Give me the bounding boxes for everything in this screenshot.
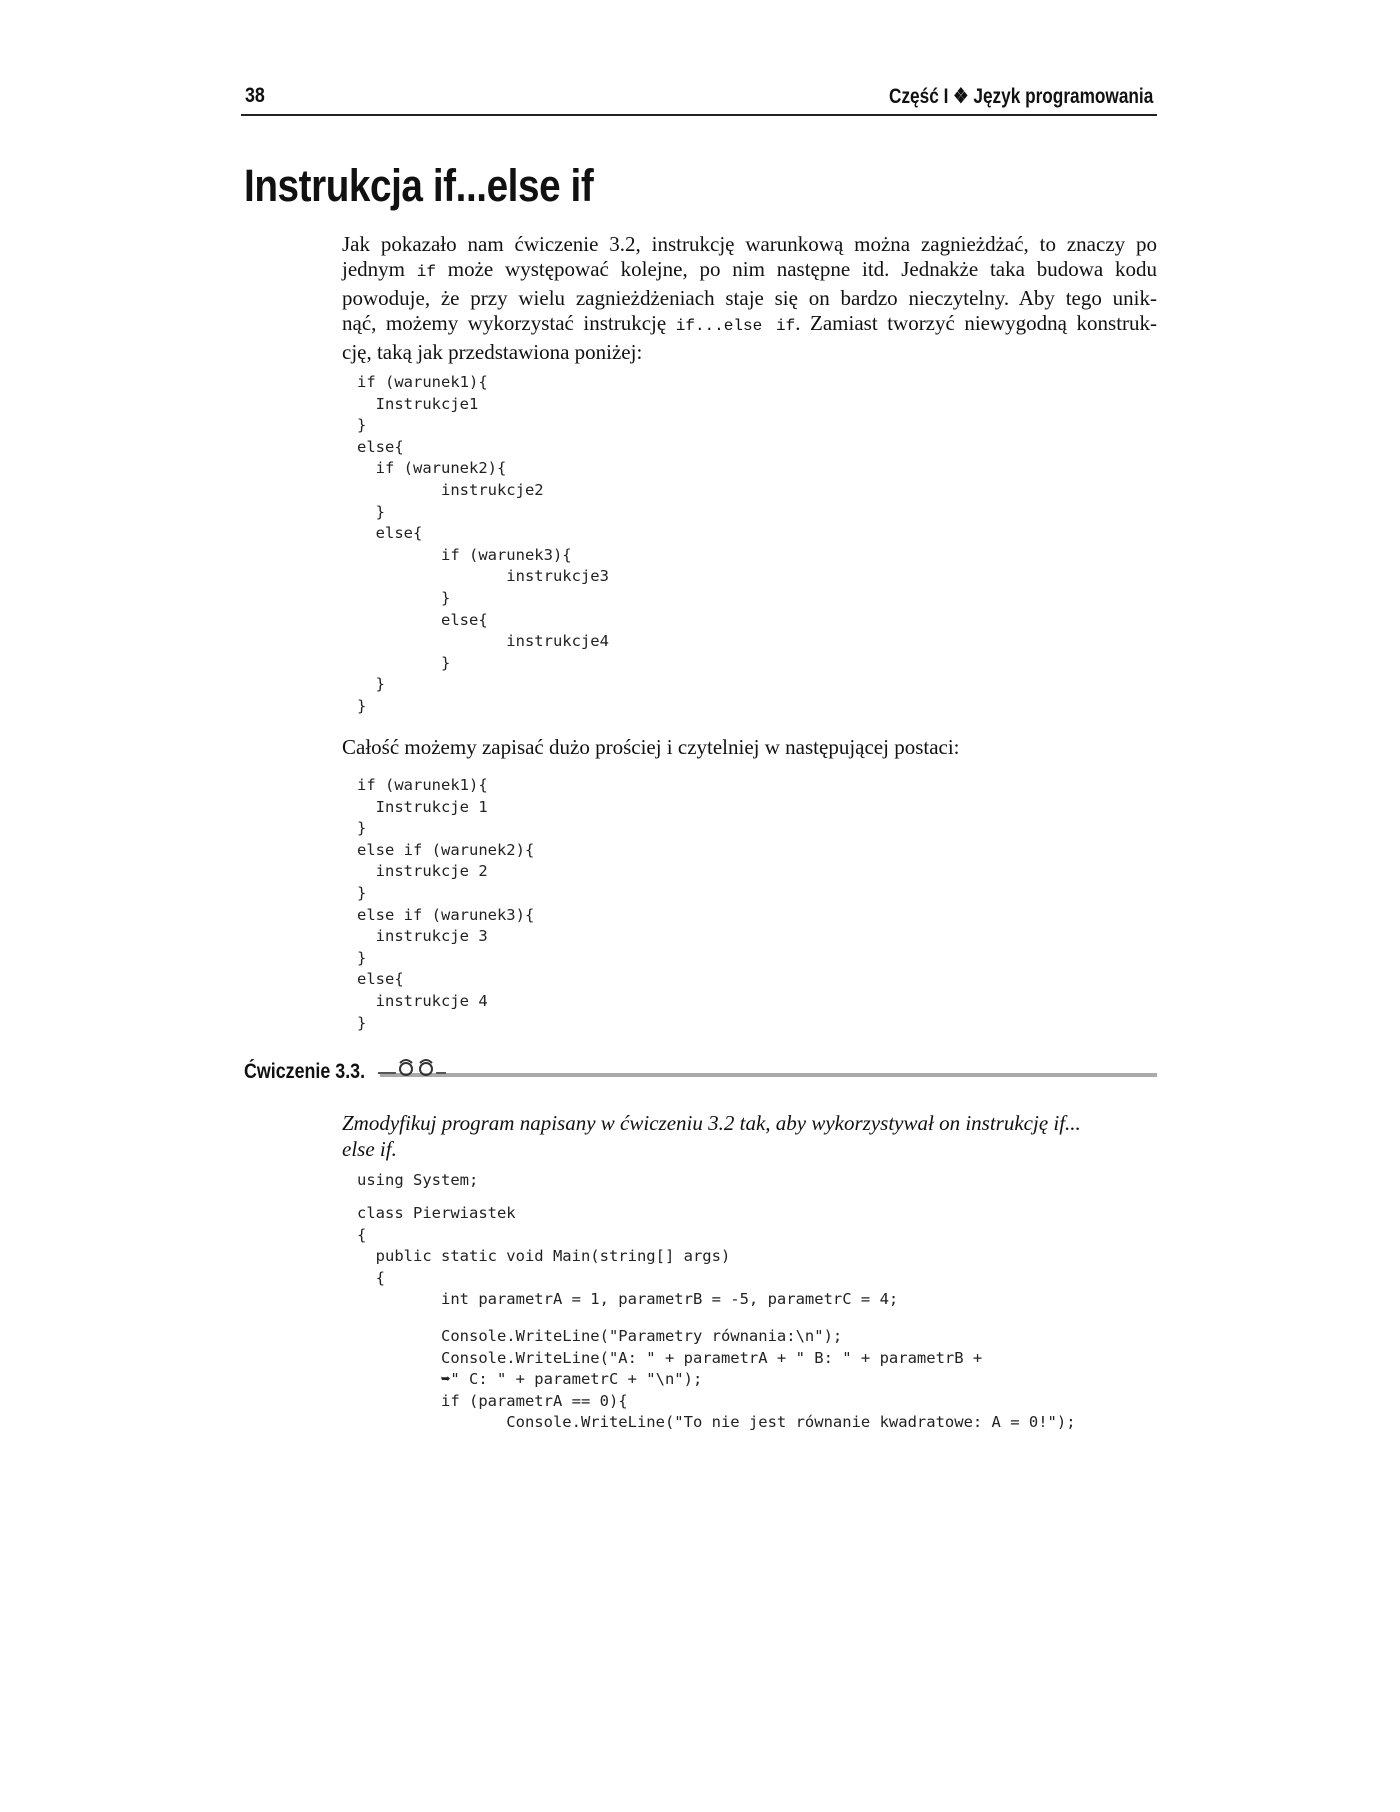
intro-paragraph (342, 232, 1157, 365)
code-block-nested: if (warunek1){ Instrukcje1 } else{ if (warunek2){ instrukcje2 } else{ if (warunek3){ instrukcje3 } else{ instrukcje4 } } } (357, 373, 609, 715)
page-number: 38 (245, 84, 265, 107)
exercise-rule (380, 1073, 1157, 1077)
inline-code: if...else if (675, 317, 796, 336)
intro-line: Jak pokazało nam ćwiczenie 3.2, instrukcję warunkową można zagnieżdżać, to znaczy po (342, 232, 1157, 256)
code-block-else-if: if (warunek1){ Instrukcje 1 } else if (warunek2){ instrukcje 2 } else if (warunek3){ instrukcje 3 } else{ instrukcje 4 } (357, 776, 535, 1032)
middle-line: Całość możemy zapisać dużo prościej i czytelniej w następującej postaci: (342, 735, 960, 759)
page-header (241, 84, 1157, 116)
exercise-label: Ćwiczenie 3.3. (244, 1060, 366, 1083)
code-block-using: using System; (357, 1171, 479, 1189)
middle-paragraph (342, 735, 1157, 760)
inline-code: if (416, 263, 436, 282)
section-title: Instrukcja if...else if (244, 160, 594, 211)
intro-line: jednym if może występować kolejne, po nim następne itd. Jednakże taka budowa kodu (342, 257, 1157, 282)
running-title: Część I ❖ Język programowania (888, 85, 1153, 108)
task-line: Zmodyfikuj program napisany w ćwiczeniu 3.2 tak, aby wykorzystywał on instrukcję if... (342, 1111, 1081, 1135)
intro-line: nąć, możemy wykorzystać instrukcję if...else if. Zamiast tworzyć niewygodną konstruk- (342, 311, 1158, 336)
intro-line: powoduje, że przy wielu zagnieżdżeniach staje się on bardzo nieczytelny. Aby tego unik- (342, 285, 1157, 310)
code-block-main-body: Console.WriteLine("Parametry równania:\n"); Console.WriteLine("A: " + parametrA + " B: " + parametrB + ➥" C: " + parametrC + "\n"); if (parametrA == 0){ Console.WriteLine("To nie jest równanie kwadratowe: A = 0!"); (440, 1327, 1076, 1432)
task-line: else if. (342, 1137, 397, 1161)
code-block-class: class Pierwiastek { public static void Main(string[] args) { int parametrA = 1, parametrB = -5, parametrC = 4; (357, 1204, 899, 1309)
exercise-ornament-icon (376, 1055, 472, 1084)
exercise-task (342, 1110, 1157, 1162)
intro-line: cję, taką jak przedstawiona poniżej: (342, 339, 643, 364)
